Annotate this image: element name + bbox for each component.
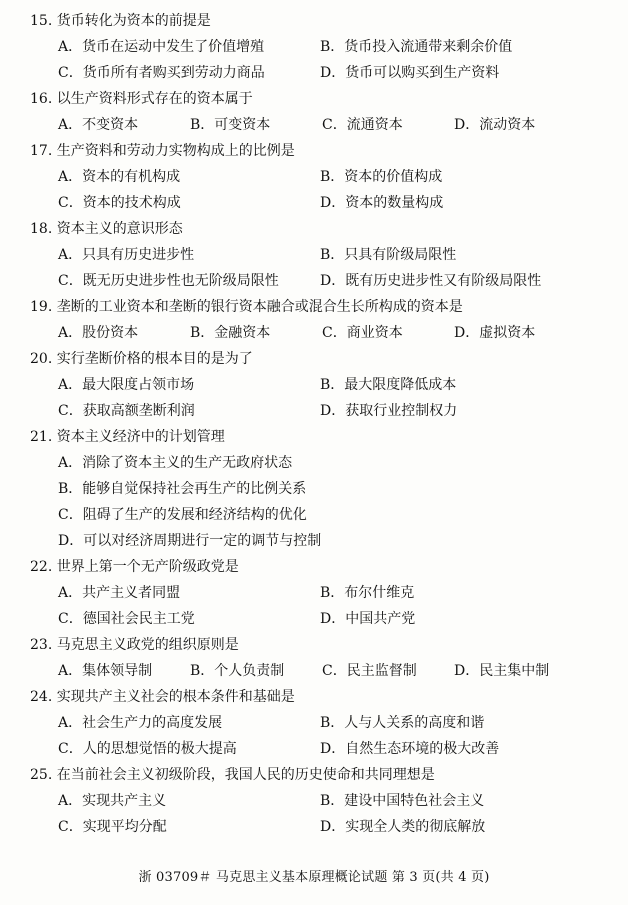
option-row	[0, 788, 628, 814]
option-row	[0, 398, 628, 424]
option-row	[0, 164, 628, 190]
option-row	[0, 34, 628, 60]
question-number: 15.	[30, 13, 53, 29]
question-22	[0, 554, 628, 632]
question-number: 22.	[30, 559, 53, 575]
option-row	[0, 736, 628, 762]
option-row	[0, 190, 628, 216]
question-text: 实行垄断价格的根本目的是为了	[56, 351, 253, 367]
option-a: A．共产主义者同盟	[58, 585, 181, 601]
option-c: C．德国社会民主工党	[58, 611, 195, 627]
question-stem	[0, 8, 628, 34]
option-b: B．资本的价值构成	[320, 169, 443, 185]
option-row	[0, 814, 628, 840]
question-number: 16.	[30, 91, 53, 107]
option-d: D．流动资本	[454, 117, 536, 133]
question-23	[0, 632, 628, 684]
option-row	[0, 450, 628, 476]
option-row	[0, 242, 628, 268]
question-number: 18.	[30, 221, 53, 237]
question-15	[0, 8, 628, 86]
question-number: 25.	[30, 767, 53, 783]
option-c: C．流通资本	[322, 117, 403, 133]
question-24	[0, 684, 628, 762]
question-number: 20.	[30, 351, 53, 367]
option-b: B．可变资本	[190, 117, 271, 133]
question-text: 货币转化为资本的前提是	[56, 13, 211, 29]
option-d: D．自然生态环境的极大改善	[320, 741, 500, 757]
option-b: B．布尔什维克	[320, 585, 415, 601]
option-row	[0, 476, 628, 502]
option-c: C．商业资本	[322, 325, 403, 341]
option-c: C．阻碍了生产的发展和经济结构的优化	[58, 507, 307, 523]
question-list	[0, 8, 628, 840]
question-text: 世界上第一个无产阶级政党是	[56, 559, 239, 575]
option-b: B．人与人关系的高度和谐	[320, 715, 485, 731]
question-text: 实现共产主义社会的根本条件和基础是	[56, 689, 295, 705]
question-text: 在当前社会主义初级阶段，我国人民的历史使命和共同理想是	[56, 767, 435, 783]
option-d: D．民主集中制	[454, 663, 550, 679]
option-c: C．既无历史进步性也无阶级局限性	[58, 273, 279, 289]
option-b: B．建设中国特色社会主义	[320, 793, 485, 809]
option-row	[0, 580, 628, 606]
option-row	[0, 268, 628, 294]
option-b: B．最大限度降低成本	[320, 377, 457, 393]
option-c: C．货币所有者购买到劳动力商品	[58, 65, 265, 81]
question-stem	[0, 86, 628, 112]
question-text: 垄断的工业资本和垄断的银行资本融合或混合生长所构成的资本是	[56, 299, 463, 315]
question-stem	[0, 138, 628, 164]
option-a: A．社会生产力的高度发展	[58, 715, 223, 731]
question-stem	[0, 554, 628, 580]
question-20	[0, 346, 628, 424]
question-stem	[0, 424, 628, 450]
question-text: 马克思主义政党的组织原则是	[56, 637, 239, 653]
option-b: B．个人负责制	[190, 663, 285, 679]
option-d: D．货币可以购买到生产资料	[320, 65, 500, 81]
option-row	[0, 60, 628, 86]
option-a: A．货币在运动中发生了价值增殖	[58, 39, 265, 55]
question-stem	[0, 216, 628, 242]
question-text: 生产资料和劳动力实物构成上的比例是	[56, 143, 295, 159]
question-stem	[0, 294, 628, 320]
question-text: 资本主义经济中的计划管理	[56, 429, 225, 445]
option-b: B．货币投入流通带来剩余价值	[320, 39, 513, 55]
option-row	[0, 112, 628, 138]
question-stem	[0, 632, 628, 658]
question-18	[0, 216, 628, 294]
question-text: 以生产资料形式存在的资本属于	[56, 91, 253, 107]
option-d: D．可以对经济周期进行一定的调节与控制	[58, 533, 322, 549]
option-c: C．实现平均分配	[58, 819, 167, 835]
question-25	[0, 762, 628, 840]
option-d: D．既有历史进步性又有阶级局限性	[320, 273, 542, 289]
option-b: B．只具有阶级局限性	[320, 247, 457, 263]
option-a: A．只具有历史进步性	[58, 247, 195, 263]
option-row	[0, 528, 628, 554]
option-d: D．获取行业控制权力	[320, 403, 458, 419]
question-number: 23.	[30, 637, 53, 653]
option-a: A．消除了资本主义的生产无政府状态	[58, 455, 293, 471]
option-a: A．集体领导制	[58, 663, 153, 679]
option-a: A．不变资本	[58, 117, 139, 133]
option-a: A．资本的有机构成	[58, 169, 181, 185]
question-number: 17.	[30, 143, 53, 159]
option-d: D．虚拟资本	[454, 325, 536, 341]
question-stem	[0, 762, 628, 788]
option-c: C．获取高额垄断利润	[58, 403, 195, 419]
option-row	[0, 658, 628, 684]
question-21	[0, 424, 628, 554]
question-19	[0, 294, 628, 346]
option-c: C．民主监督制	[322, 663, 417, 679]
question-stem	[0, 346, 628, 372]
question-text: 资本主义的意识形态	[56, 221, 183, 237]
option-c: C．人的思想觉悟的极大提高	[58, 741, 237, 757]
option-row	[0, 372, 628, 398]
question-16	[0, 86, 628, 138]
question-number: 24.	[30, 689, 53, 705]
option-c: C．资本的技术构成	[58, 195, 181, 211]
question-number: 19.	[30, 299, 53, 315]
option-row	[0, 606, 628, 632]
question-number: 21.	[30, 429, 53, 445]
question-17	[0, 138, 628, 216]
option-row	[0, 710, 628, 736]
option-d: D．实现全人类的彻底解放	[320, 819, 486, 835]
question-stem	[0, 684, 628, 710]
option-a: A．实现共产主义	[58, 793, 167, 809]
option-d: D．中国共产党	[320, 611, 416, 627]
page-footer: 浙 03709＃ 马克思主义基本原理概论试题 第 3 页(共 4 页)	[138, 870, 490, 885]
option-a: A．最大限度占领市场	[58, 377, 195, 393]
option-row	[0, 320, 628, 346]
option-b: B．能够自觉保持社会再生产的比例关系	[58, 481, 307, 497]
option-row	[0, 502, 628, 528]
option-d: D．资本的数量构成	[320, 195, 444, 211]
option-b: B．金融资本	[190, 325, 271, 341]
option-a: A．股份资本	[58, 325, 139, 341]
